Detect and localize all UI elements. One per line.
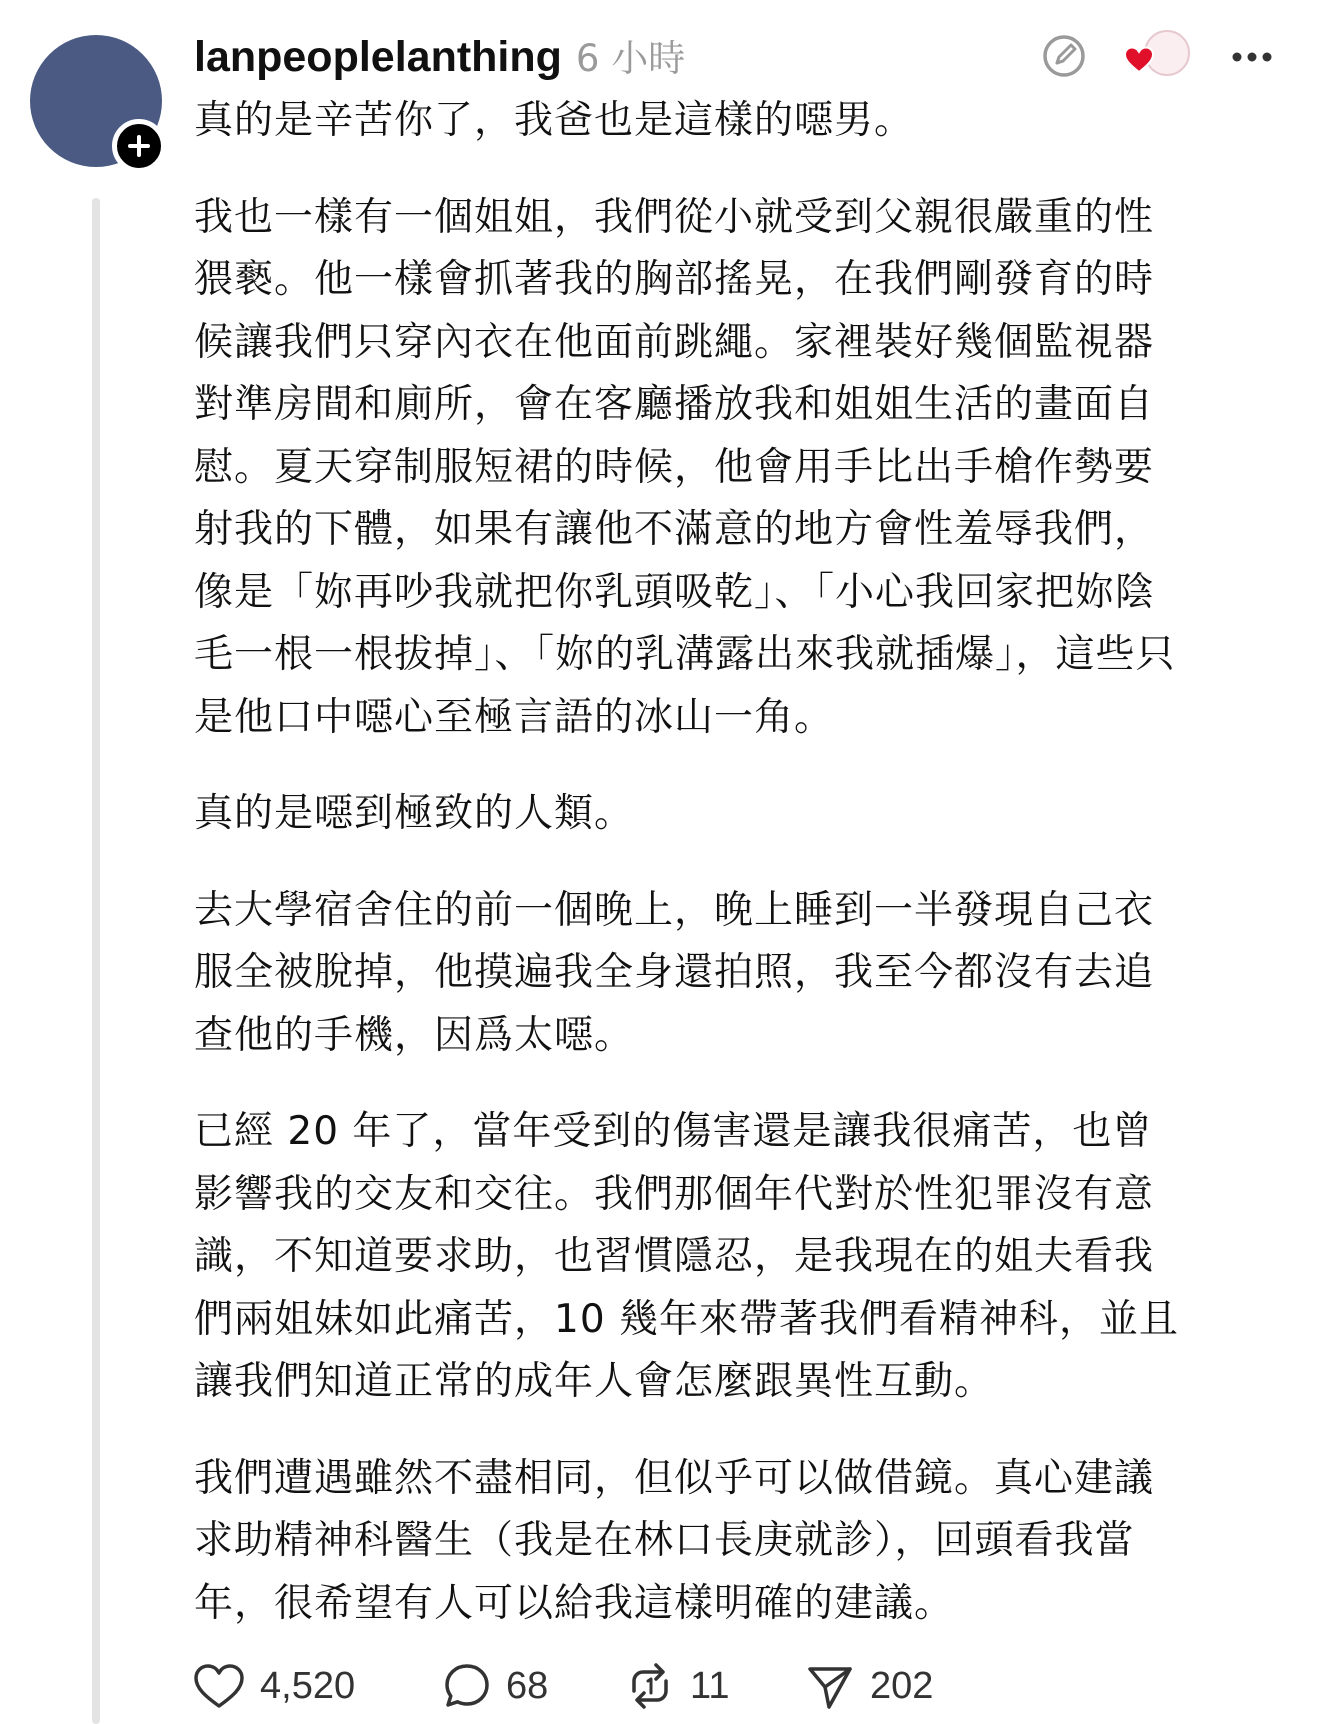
- username[interactable]: lanpeoplelanthing: [194, 33, 562, 81]
- plus-icon: [127, 134, 151, 158]
- post-paragraph: 真的是辛苦你了，我爸也是這樣的噁男。: [194, 98, 915, 143]
- author-avatar-container[interactable]: [30, 35, 162, 167]
- like-count: 4,520: [260, 1664, 356, 1707]
- like-button[interactable]: [192, 1656, 355, 1716]
- header-actions: [1040, 28, 1300, 88]
- repost-icon: [624, 1661, 676, 1711]
- share-icon: [804, 1661, 856, 1711]
- repost-button[interactable]: [624, 1656, 729, 1716]
- share-button[interactable]: [804, 1656, 933, 1716]
- more-icon[interactable]: [1230, 50, 1274, 64]
- post-paragraph: 我也一樣有一個姐姐，我們從小就受到父親很嚴重的性 猥褻。他一樣會抓著我的胸部搖晃，在我們剛發育的時 候讓我們只穿內衣在他面前跳繩。家裡裝好幾個監視器 對準房間和廁所，會在客廳播放我和姐姐生活的畫面自 慰。夏天穿制服短裙的時候，他會用手比出手槍作勢要 射我的下體，如果有讓他不滿意的地方會性羞辱我們， 像是「妳再吵我就把你乳頭吸乾」、「小心我回家把妳陰 毛一根一根拔掉」、「妳的乳溝露出來我就插爆」，這些只 是他口中噁心至極言語的冰山一角。: [194, 194, 1176, 740]
- post-paragraph: 真的是噁到極致的人類。: [194, 791, 635, 836]
- post-header: [194, 28, 685, 86]
- post-paragraph: 已經 20 年了，當年受到的傷害還是讓我很痛苦，也曾 影響我的交友和交往。我們那個年代對於性犯罪沒有意 識，不知道要求助，也習慣隱忍，是我現在的姐夫看我 們兩姐妹如此痛苦，10 幾年來帶著我們看精神科，並且 讓我們知道正常的成年人會怎麼跟異性互動。: [194, 1109, 1180, 1404]
- timestamp: 6 小時: [575, 37, 686, 80]
- reply-button[interactable]: [442, 1656, 548, 1716]
- heart-outline-icon: [192, 1661, 246, 1711]
- heart-icon: [1124, 46, 1154, 74]
- comment-icon: [442, 1661, 492, 1711]
- thread-line: [92, 198, 100, 1724]
- edit-icon[interactable]: [1040, 32, 1088, 80]
- post-body: [194, 90, 1284, 1669]
- repost-count: 11: [690, 1664, 730, 1707]
- post-paragraph: 我們遭遇雖然不盡相同，但似乎可以做借鏡。真心建議 求助精神科醫生（我是在林口長庚就診），回頭看我當 年，很希望有人可以給我這樣明確的建議。: [194, 1455, 1155, 1626]
- post-paragraph: 去大學宿舍住的前一個晚上，晚上睡到一半發現自己衣 服全被脫掉，他摸遍我全身還拍照，我至今都沒有去追 查他的手機，因爲太噁。: [194, 887, 1155, 1058]
- reply-count: 68: [506, 1664, 549, 1707]
- share-count: 202: [870, 1664, 934, 1707]
- follow-button[interactable]: [112, 119, 166, 173]
- action-bar: [192, 1656, 1292, 1716]
